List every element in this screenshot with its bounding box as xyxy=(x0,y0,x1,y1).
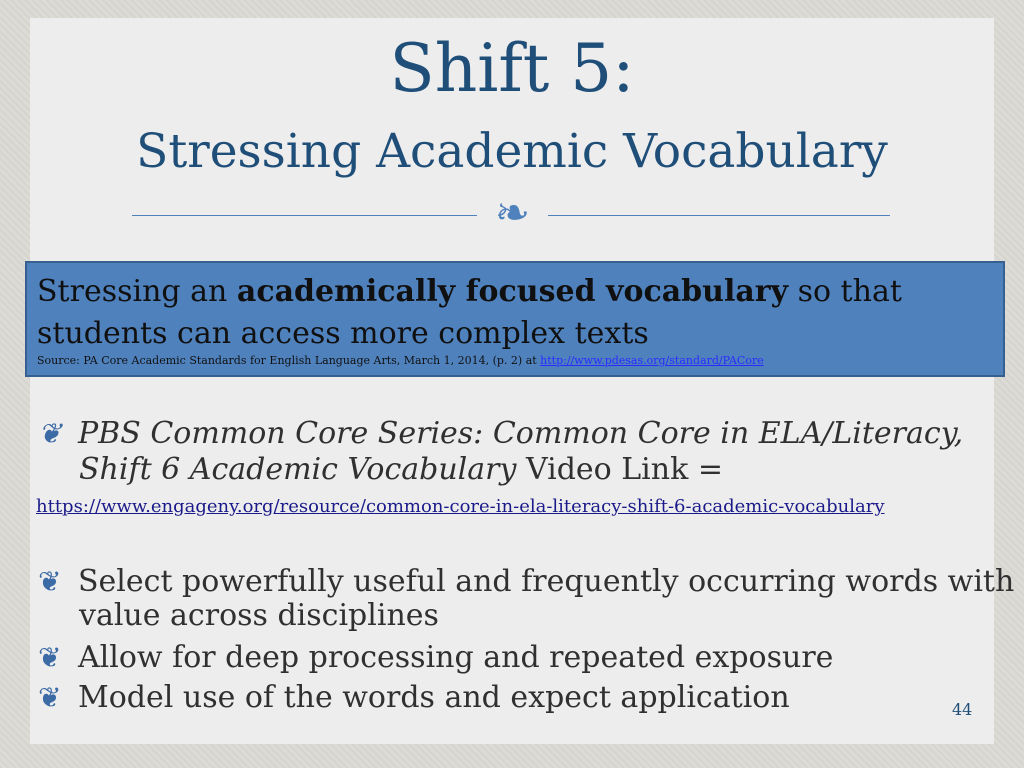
pbs-line-2 xyxy=(79,452,723,488)
pbs-series-title: Shift 6 Academic Vocabulary xyxy=(79,452,517,487)
bullet-text: Model use of the words and expect application xyxy=(78,680,790,715)
highlight-box xyxy=(25,261,1005,377)
bullet-flourish-icon: ❦ xyxy=(38,681,62,714)
highlight-text-end: so that students can access more complex texts xyxy=(37,274,902,351)
bullet-select-words xyxy=(38,564,1014,600)
bullet-text: Select powerfully useful and frequently occurring words with xyxy=(78,564,1015,599)
pbs-video-link[interactable]: https://www.engageny.org/resource/common-core-in-ela-literacy-shift-6-academic-vocabulary xyxy=(36,496,885,517)
bullet-text: Allow for deep processing and repeated exposure xyxy=(78,640,834,675)
source-citation xyxy=(37,354,764,367)
slide-subtitle: Stressing Academic Vocabulary xyxy=(136,124,888,179)
bullet-select-words-cont: value across disciplines xyxy=(79,598,439,633)
pbs-video-label: Video Link = xyxy=(516,452,723,487)
highlight-text xyxy=(37,271,993,355)
highlight-text-bold: academically focused vocabulary xyxy=(236,274,789,309)
slide-title: Shift 5: xyxy=(389,30,635,107)
source-text: Source: PA Core Academic Standards for English Language Arts, March 1, 2014, (p. 2) at xyxy=(37,354,541,367)
page-number: 44 xyxy=(952,700,973,719)
flourish-icon: ❧ xyxy=(494,188,531,237)
title-rule-right xyxy=(548,215,890,216)
highlight-text-start: Stressing an xyxy=(37,274,237,309)
source-link[interactable]: http://www.pdesas.org/standard/PACore xyxy=(540,354,764,367)
bullet-flourish-icon: ❦ xyxy=(38,641,62,674)
bullet-model-use xyxy=(38,680,790,716)
pbs-line-1: PBS Common Core Series: Common Core in ELA/Literacy, xyxy=(78,416,964,451)
bullet-flourish-icon: ❦ xyxy=(38,565,62,598)
bullet-flourish-icon: ❦ xyxy=(38,417,62,450)
title-rule-left xyxy=(132,215,477,216)
bullet-deep-processing xyxy=(38,640,833,676)
bullet-pbs xyxy=(38,416,963,452)
